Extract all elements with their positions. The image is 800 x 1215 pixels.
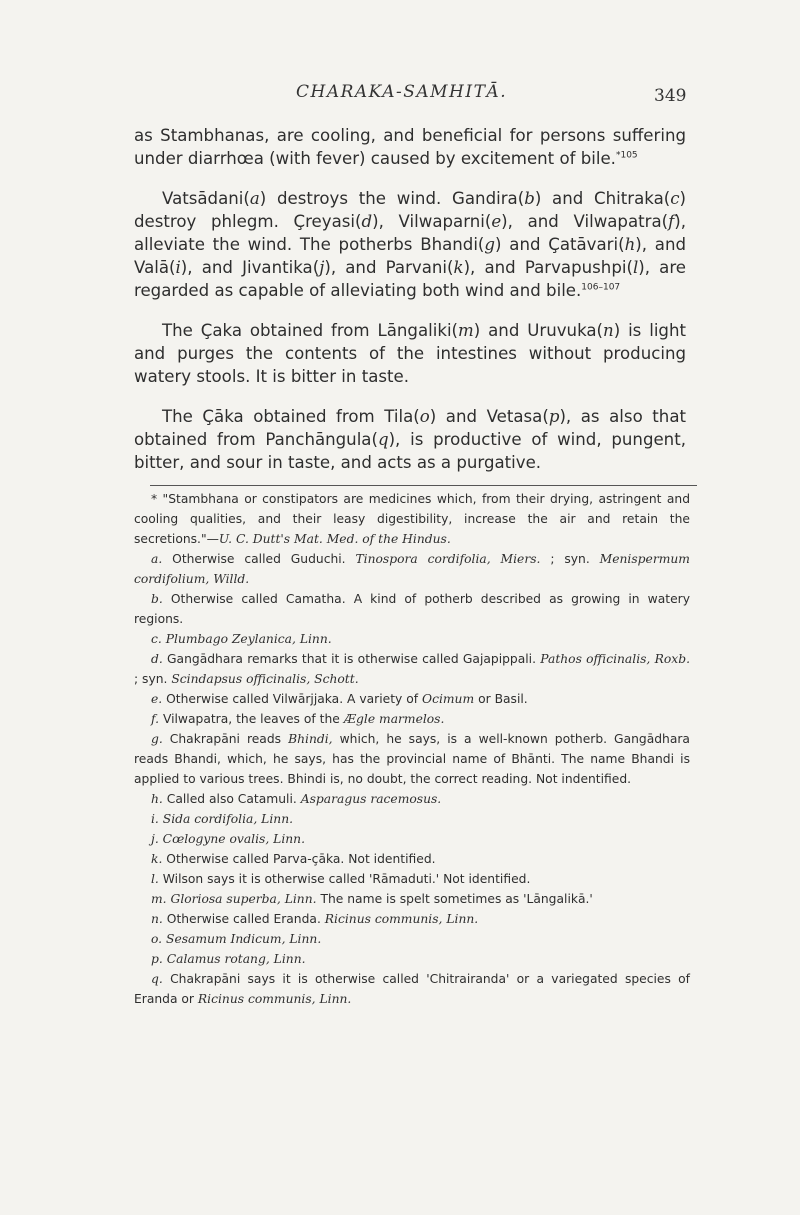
footnote-h: h. Called also Catamuli. Asparagus racemosus. bbox=[151, 792, 442, 806]
running-title: CHARAKA-SAMHITĀ. bbox=[296, 82, 508, 102]
footnote-e: e. Otherwise called Vilwārjjaka. A variety of Ocimum or Basil. bbox=[151, 692, 528, 706]
page-number: 349 bbox=[654, 86, 687, 106]
footnotes bbox=[134, 489, 690, 1009]
page-header bbox=[0, 80, 800, 110]
footnote-b: b. Otherwise called Camatha. A kind of potherb described as growing in watery regions. bbox=[134, 592, 690, 626]
paragraph-4: The Çāka obtained from Tila(o) and Vetasa(p), as also that obtained from Panchāngula(q), is productive of wind, pungent, bitter, and sour in taste, and acts as a purgative. bbox=[134, 407, 686, 472]
footnote-q: q. Chakrapāni says it is otherwise called 'Chitrairanda' or a variegated species of Eranda or Ricinus communis, Linn. bbox=[134, 972, 690, 1006]
footnote-a: a. Otherwise called Guduchi. Tinospora cordifolia, Miers. ; syn. Menispermum cordifolium, Willd. bbox=[134, 552, 690, 586]
footnote-n: n. Otherwise called Eranda. Ricinus communis, Linn. bbox=[151, 912, 479, 926]
footnote-g: g. Chakrapāni reads Bhindi, which, he says, is a well-known potherb. Gangādhara reads Bhandi, which, he says, has the provincial name of Bhānti. The name Bhandi is applied to various trees. Bhindi is, no doubt, the correct reading. Not indentified. bbox=[134, 732, 690, 786]
footnote-k: k. Otherwise called Parva-çāka. Not identified. bbox=[151, 852, 436, 866]
footnote-d: d. Gangādhara remarks that it is otherwise called Gajapippali. Pathos officinalis, Roxb. ; syn. Scindapsus officinalis, Schott. bbox=[134, 652, 690, 686]
footnote-o: o. Sesamum Indicum, Linn. bbox=[151, 932, 322, 946]
footnote-i: i. Sida cordifolia, Linn. bbox=[151, 812, 294, 826]
footnote-f: f. Vilwapatra, the leaves of the Ægle marmelos. bbox=[151, 712, 445, 726]
footnote-j: j. Cœlogyne ovalis, Linn. bbox=[151, 832, 306, 846]
paragraph-3: The Çaka obtained from Lāngaliki(m) and Uruvuka(n) is light and purges the contents of the intestines without producing watery stools. It is bitter in taste. bbox=[134, 321, 686, 386]
footnote-c: c. Plumbago Zeylanica, Linn. bbox=[151, 632, 332, 646]
footnote-l: l. Wilson says it is otherwise called 'Rāmaduti.' Not identified. bbox=[151, 872, 531, 886]
footnote-star: * "Stambhana or constipators are medicines which, from their drying, astringent and cooling qualities, and their leasy digestibility, increase the air and retain the secretions."—U. C. Dutt's Mat. Med. of the Hindus. bbox=[134, 492, 690, 546]
footnote-m: m. Gloriosa superba, Linn. The name is spelt sometimes as 'Lāngalikā.' bbox=[151, 892, 593, 906]
footnote-ref: 106–107 bbox=[581, 282, 621, 293]
footnote-divider bbox=[150, 485, 697, 486]
paragraph-2: Vatsādani(a) destroys the wind. Gandira(b) and Chitraka(c) destroy phlegm. Çreyasi(d), Vilwaparni(e), and Vilwapatra(f), alleviate the wind. The potherbs Bhandi(g) and Çatāvari(h), and Valā(i), and Jivantika(j), and Parvani(k), and Parvapushpi(l), are regarded as capable of alleviating both wind and bile.$^{106-107}$ bbox=[134, 189, 687, 300]
footnote-p: p. Calamus rotang, Linn. bbox=[151, 952, 306, 966]
main-text bbox=[134, 124, 686, 491]
paragraph-1: as Stambhanas, are cooling, and beneficial for persons suffering under diarrhœa (with fever) caused by excitement of bile.$^{*105}$ bbox=[134, 126, 686, 168]
footnote-ref: *105 bbox=[615, 150, 638, 161]
